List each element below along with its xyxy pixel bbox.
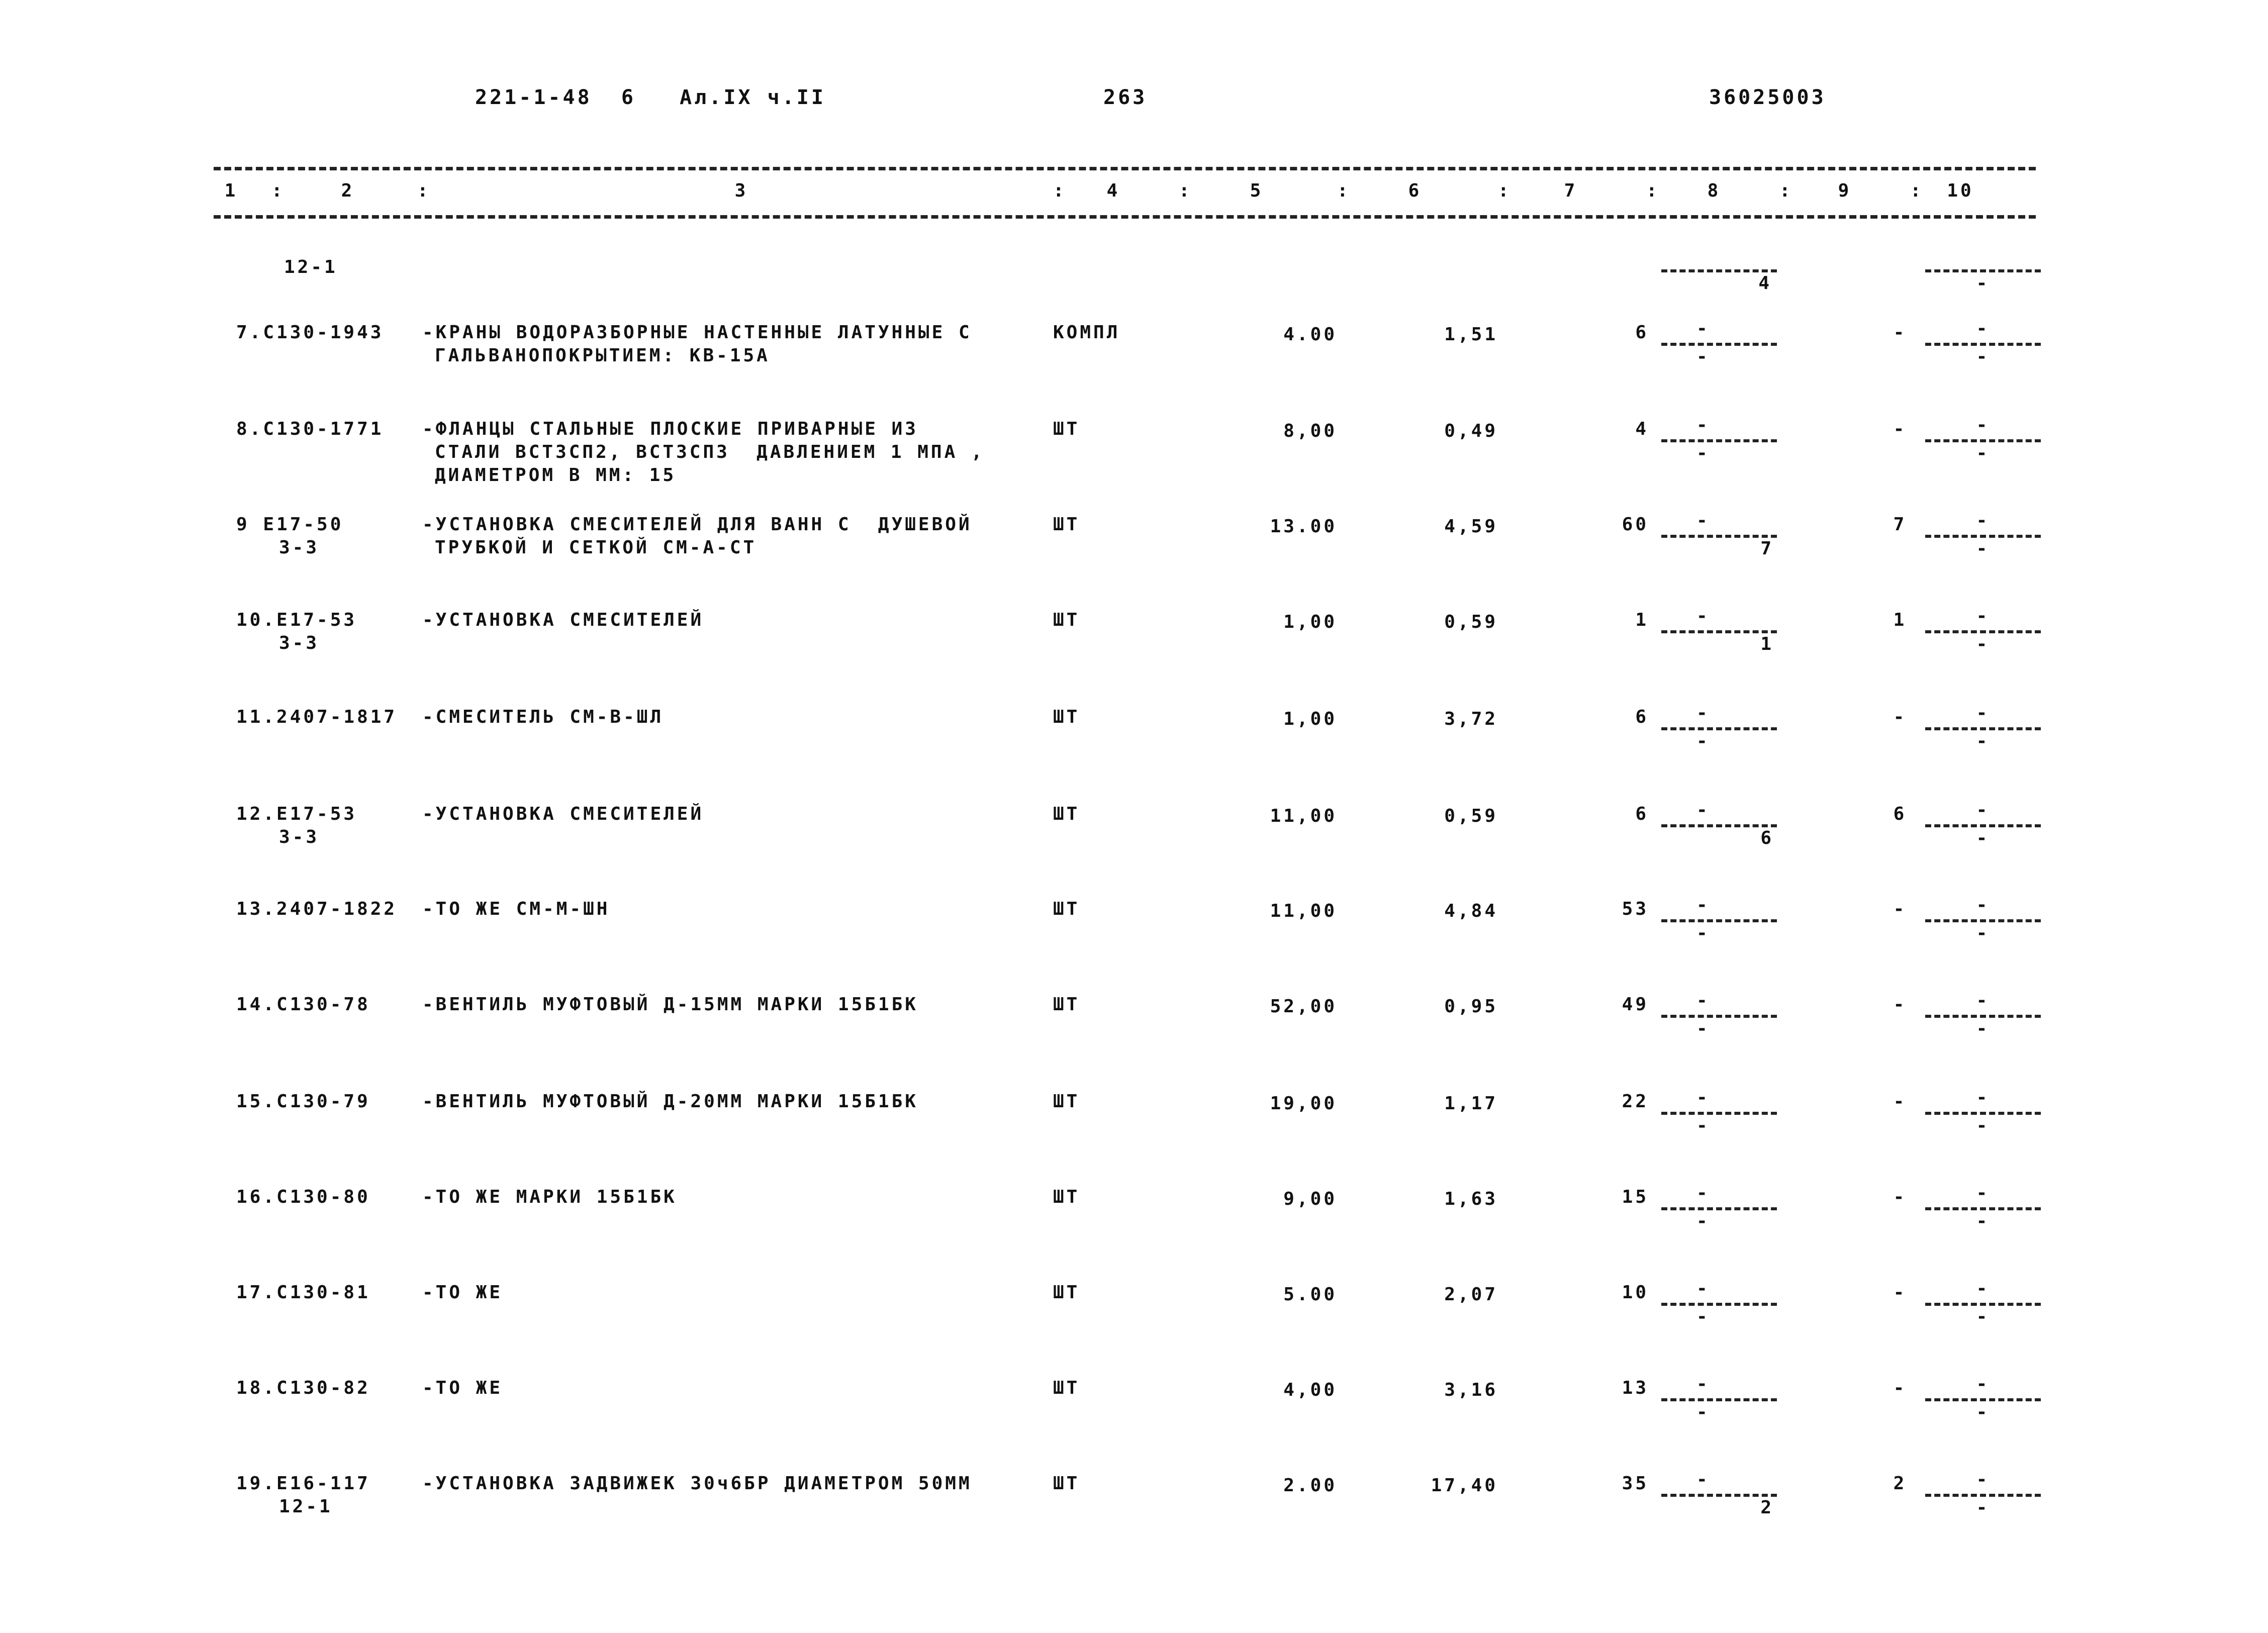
header-top-rule <box>214 167 2036 170</box>
item-quantity: 52,00 <box>1270 996 1337 1017</box>
item-unit: ШТ <box>1053 804 1080 824</box>
item-col7: 60 <box>1622 514 1649 535</box>
fraction-top: - <box>1696 895 1710 915</box>
item-col9: 7 <box>1893 514 1907 535</box>
item-description-line: -УСТАНОВКА СМЕСИТЕЛЕЙ <box>422 610 704 630</box>
item-col9: - <box>1893 707 1907 727</box>
item-quantity: 11,00 <box>1270 901 1337 921</box>
item-col9: - <box>1893 994 1907 1015</box>
column-separator: : <box>1337 180 1351 201</box>
item-number-code: 18.С130-82 <box>236 1378 370 1398</box>
item-col9: - <box>1893 1378 1907 1398</box>
fraction-top: - <box>1976 1278 1990 1299</box>
item-unit: ШТ <box>1053 1187 1080 1207</box>
item-col9: - <box>1893 1187 1907 1207</box>
item-col7: 22 <box>1622 1091 1649 1112</box>
item-quantity: 5.00 <box>1283 1284 1337 1305</box>
item-quantity: 1,00 <box>1283 612 1337 632</box>
fraction-bottom: - <box>1976 731 1990 751</box>
item-unit-price: 1,51 <box>1444 324 1498 345</box>
item-col7: 6 <box>1635 804 1649 824</box>
fraction-bar <box>1925 1303 2041 1306</box>
item-description-line: ДИАМЕТРОМ В ММ: 15 <box>435 465 677 486</box>
item-unit: ШТ <box>1053 1282 1080 1303</box>
item-number-code: 10.Е17-53 <box>236 610 357 630</box>
item-sub-code: 3-3 <box>279 827 320 847</box>
fraction-bar <box>1661 1398 1777 1401</box>
item-quantity: 13.00 <box>1270 516 1337 537</box>
item-unit: ШТ <box>1053 994 1080 1015</box>
fraction-bottom: - <box>1696 1115 1710 1136</box>
fraction-top: - <box>1976 510 1990 531</box>
fraction-bar <box>1925 1112 2041 1115</box>
fraction-top: - <box>1976 606 1990 626</box>
fraction-bar <box>1925 630 2041 633</box>
item-quantity: 4,00 <box>1283 1380 1337 1400</box>
item-unit: ШТ <box>1053 899 1080 919</box>
fraction-bottom: - <box>1976 1018 1990 1039</box>
fraction-bottom: - <box>1696 731 1710 751</box>
fraction-bottom: - <box>1976 1497 1990 1518</box>
section-label: 12-1 <box>284 257 338 277</box>
item-unit: ШТ <box>1053 419 1080 439</box>
fraction-top: - <box>1976 1469 1990 1490</box>
item-quantity: 19,00 <box>1270 1093 1337 1114</box>
item-col9: 2 <box>1893 1473 1907 1494</box>
item-description-line: -КРАНЫ ВОДОРАЗБОРНЫЕ НАСТЕННЫЕ ЛАТУННЫЕ С <box>422 322 972 343</box>
item-description-line: -УСТАНОВКА ЗАДВИЖЕК 30ч6БР ДИАМЕТРОМ 50ММ <box>422 1473 972 1494</box>
item-col7: 10 <box>1622 1282 1649 1303</box>
item-col7: 13 <box>1622 1378 1649 1398</box>
fraction-bottom: 4 <box>1758 273 1772 294</box>
item-unit-price: 1,17 <box>1444 1093 1498 1114</box>
fraction-bar <box>1925 269 2041 272</box>
item-col7: 1 <box>1635 610 1649 630</box>
item-col9: - <box>1893 322 1907 343</box>
fraction-bar <box>1661 1303 1777 1306</box>
item-unit-price: 3,72 <box>1444 709 1498 729</box>
column-header-2: 2 <box>341 180 355 201</box>
fraction-bar <box>1925 824 2041 827</box>
item-description-line: -УСТАНОВКА СМЕСИТЕЛЕЙ <box>422 804 704 824</box>
fraction-bottom: - <box>1976 1211 1990 1231</box>
item-unit: ШТ <box>1053 1091 1080 1112</box>
fraction-top: - <box>1696 318 1710 339</box>
fraction-bottom: - <box>1976 1306 1990 1327</box>
fraction-bar <box>1925 1398 2041 1401</box>
item-unit-price: 3,16 <box>1444 1380 1498 1400</box>
item-description-line: -СМЕСИТЕЛЬ СМ-В-ШЛ <box>422 707 664 727</box>
fraction-bar <box>1661 727 1777 730</box>
item-col9: - <box>1893 1282 1907 1303</box>
fraction-top: - <box>1976 415 1990 435</box>
column-separator: : <box>417 180 431 201</box>
fraction-top: - <box>1696 1278 1710 1299</box>
fraction-top: - <box>1696 990 1710 1011</box>
page-number: 263 <box>1103 86 1148 109</box>
fraction-bottom: - <box>1696 1306 1710 1327</box>
fraction-bottom: - <box>1976 273 1990 294</box>
item-description-line: ГАЛЬВАНОПОКРЫТИЕМ: КВ-15А <box>435 345 770 366</box>
item-description-line: -ТО ЖЕ СМ-М-ШН <box>422 899 610 919</box>
fraction-top: - <box>1976 318 1990 339</box>
fraction-top: - <box>1696 510 1710 531</box>
fraction-top: - <box>1976 990 1990 1011</box>
item-unit-price: 17,40 <box>1431 1475 1498 1496</box>
item-col9: - <box>1893 1091 1907 1112</box>
item-description-line: -ТО ЖЕ <box>422 1282 503 1303</box>
item-unit-price: 0,59 <box>1444 612 1498 632</box>
item-description-line: СТАЛИ ВСТ3СП2, ВСТ3СП3 ДАВЛЕНИЕМ 1 МПА , <box>435 442 985 462</box>
fraction-top: - <box>1976 800 1990 820</box>
item-description-line: -ТО ЖЕ <box>422 1378 503 1398</box>
column-separator: : <box>1779 180 1793 201</box>
fraction-top: - <box>1696 606 1710 626</box>
fraction-bar <box>1925 919 2041 922</box>
fraction-bottom: - <box>1976 1115 1990 1136</box>
item-unit: ШТ <box>1053 1378 1080 1398</box>
item-quantity: 4.00 <box>1283 324 1337 345</box>
item-number-code: 14.С130-78 <box>236 994 370 1015</box>
fraction-bar <box>1925 1494 2041 1497</box>
fraction-bar <box>1661 919 1777 922</box>
fraction-bottom: - <box>1696 443 1710 463</box>
fraction-bottom: 7 <box>1760 538 1774 559</box>
fraction-top: - <box>1696 800 1710 820</box>
column-header-5: 5 <box>1250 180 1264 201</box>
fraction-top: - <box>1696 1374 1710 1394</box>
fraction-bottom: - <box>1696 1211 1710 1231</box>
item-unit-price: 0,95 <box>1444 996 1498 1017</box>
item-description-line: -УСТАНОВКА СМЕСИТЕЛЕЙ ДЛЯ ВАНН С ДУШЕВОЙ <box>422 514 972 535</box>
fraction-bar <box>1925 535 2041 538</box>
item-unit: ШТ <box>1053 1473 1080 1494</box>
item-number-code: 9 Е17-50 <box>236 514 344 535</box>
column-header-6: 6 <box>1408 180 1422 201</box>
column-separator: : <box>271 180 285 201</box>
item-unit: ШТ <box>1053 514 1080 535</box>
fraction-top: - <box>1976 1374 1990 1394</box>
fraction-top: - <box>1976 703 1990 723</box>
item-unit: ШТ <box>1053 610 1080 630</box>
column-separator: : <box>1179 180 1192 201</box>
item-col9: - <box>1893 419 1907 439</box>
fraction-bar <box>1661 824 1777 827</box>
document-code: 221-1-48 6 Ал.IX ч.II <box>475 86 826 109</box>
column-separator: : <box>1910 180 1924 201</box>
item-description-line: -ВЕНТИЛЬ МУФТОВЫЙ Д-20ММ МАРКИ 15Б1БК <box>422 1091 918 1112</box>
fraction-bar <box>1661 1015 1777 1018</box>
item-sub-code: 12-1 <box>279 1496 333 1517</box>
fraction-bar <box>1925 343 2041 346</box>
header-bottom-rule <box>214 215 2036 219</box>
item-number-code: 12.Е17-53 <box>236 804 357 824</box>
item-unit-price: 0,59 <box>1444 806 1498 826</box>
item-description-line: ТРУБКОЙ И СЕТКОЙ СМ-А-СТ <box>435 537 757 558</box>
fraction-bar <box>1925 439 2041 442</box>
column-header-7: 7 <box>1564 180 1578 201</box>
fraction-bar <box>1925 1015 2041 1018</box>
fraction-bar <box>1661 535 1777 538</box>
item-quantity: 11,00 <box>1270 806 1337 826</box>
column-header-3: 3 <box>734 180 748 201</box>
fraction-bar <box>1661 269 1777 272</box>
item-col7: 6 <box>1635 707 1649 727</box>
item-col7: 53 <box>1622 899 1649 919</box>
column-separator: : <box>1498 180 1511 201</box>
fraction-bar <box>1661 343 1777 346</box>
fraction-bar <box>1661 630 1777 633</box>
item-sub-code: 3-3 <box>279 537 320 558</box>
item-col7: 4 <box>1635 419 1649 439</box>
item-number-code: 17.С130-81 <box>236 1282 370 1303</box>
item-number-code: 13.2407-1822 <box>236 899 398 919</box>
item-col9: - <box>1893 899 1907 919</box>
item-number-code: 11.2407-1817 <box>236 707 398 727</box>
fraction-bar <box>1925 727 2041 730</box>
fraction-bottom: 2 <box>1760 1497 1774 1518</box>
fraction-bar <box>1661 1112 1777 1115</box>
item-sub-code: 3-3 <box>279 633 320 653</box>
item-col7: 6 <box>1635 322 1649 343</box>
item-description-line: -ФЛАНЦЫ СТАЛЬНЫЕ ПЛОСКИЕ ПРИВАРНЫЕ ИЗ <box>422 419 918 439</box>
item-quantity: 9,00 <box>1283 1189 1337 1209</box>
fraction-top: - <box>1696 1087 1710 1108</box>
item-unit-price: 2,07 <box>1444 1284 1498 1305</box>
item-number-code: 19.Е16-117 <box>236 1473 370 1494</box>
item-unit-price: 4,84 <box>1444 901 1498 921</box>
item-unit-price: 1,63 <box>1444 1189 1498 1209</box>
item-unit-price: 0,49 <box>1444 421 1498 441</box>
item-col9: 6 <box>1893 804 1907 824</box>
column-header-4: 4 <box>1106 180 1120 201</box>
column-header-8: 8 <box>1707 180 1721 201</box>
column-header-9: 9 <box>1838 180 1852 201</box>
column-separator: : <box>1646 180 1660 201</box>
fraction-bottom: - <box>1696 346 1710 367</box>
fraction-bar <box>1661 439 1777 442</box>
item-number-code: 7.С130-1943 <box>236 322 384 343</box>
item-unit: ШТ <box>1053 707 1080 727</box>
column-separator: : <box>1053 180 1067 201</box>
item-unit: КОМПЛ <box>1053 322 1120 343</box>
fraction-top: - <box>1696 415 1710 435</box>
item-quantity: 2.00 <box>1283 1475 1337 1496</box>
item-number-code: 16.С130-80 <box>236 1187 370 1207</box>
fraction-bottom: - <box>1976 923 1990 943</box>
item-quantity: 1,00 <box>1283 709 1337 729</box>
fraction-top: - <box>1976 895 1990 915</box>
fraction-top: - <box>1696 1469 1710 1490</box>
fraction-bottom: - <box>1976 634 1990 654</box>
fraction-bottom: - <box>1976 443 1990 463</box>
fraction-bar <box>1661 1494 1777 1497</box>
fraction-bottom: - <box>1976 538 1990 559</box>
column-header-10: 10 <box>1947 180 1974 201</box>
fraction-bottom: - <box>1696 1018 1710 1039</box>
item-description-line: -ТО ЖЕ МАРКИ 15Б1БК <box>422 1187 677 1207</box>
document-number: 36025003 <box>1709 86 1826 109</box>
fraction-bottom: - <box>1976 828 1990 848</box>
column-header-1: 1 <box>224 180 238 201</box>
fraction-bottom: - <box>1976 1402 1990 1422</box>
item-number-code: 8.С130-1771 <box>236 419 384 439</box>
fraction-bottom: 6 <box>1760 828 1774 848</box>
fraction-bar <box>1925 1207 2041 1210</box>
fraction-bottom: - <box>1976 346 1990 367</box>
fraction-bottom: - <box>1696 1402 1710 1422</box>
fraction-bottom: 1 <box>1760 634 1774 654</box>
item-number-code: 15.С130-79 <box>236 1091 370 1112</box>
fraction-top: - <box>1696 703 1710 723</box>
item-col9: 1 <box>1893 610 1907 630</box>
item-unit-price: 4,59 <box>1444 516 1498 537</box>
fraction-bar <box>1661 1207 1777 1210</box>
fraction-top: - <box>1696 1183 1710 1203</box>
item-description-line: -ВЕНТИЛЬ МУФТОВЫЙ Д-15ММ МАРКИ 15Б1БК <box>422 994 918 1015</box>
item-col7: 15 <box>1622 1187 1649 1207</box>
item-col7: 49 <box>1622 994 1649 1015</box>
item-col7: 35 <box>1622 1473 1649 1494</box>
fraction-bottom: - <box>1696 923 1710 943</box>
fraction-top: - <box>1976 1183 1990 1203</box>
item-quantity: 8,00 <box>1283 421 1337 441</box>
fraction-top: - <box>1976 1087 1990 1108</box>
